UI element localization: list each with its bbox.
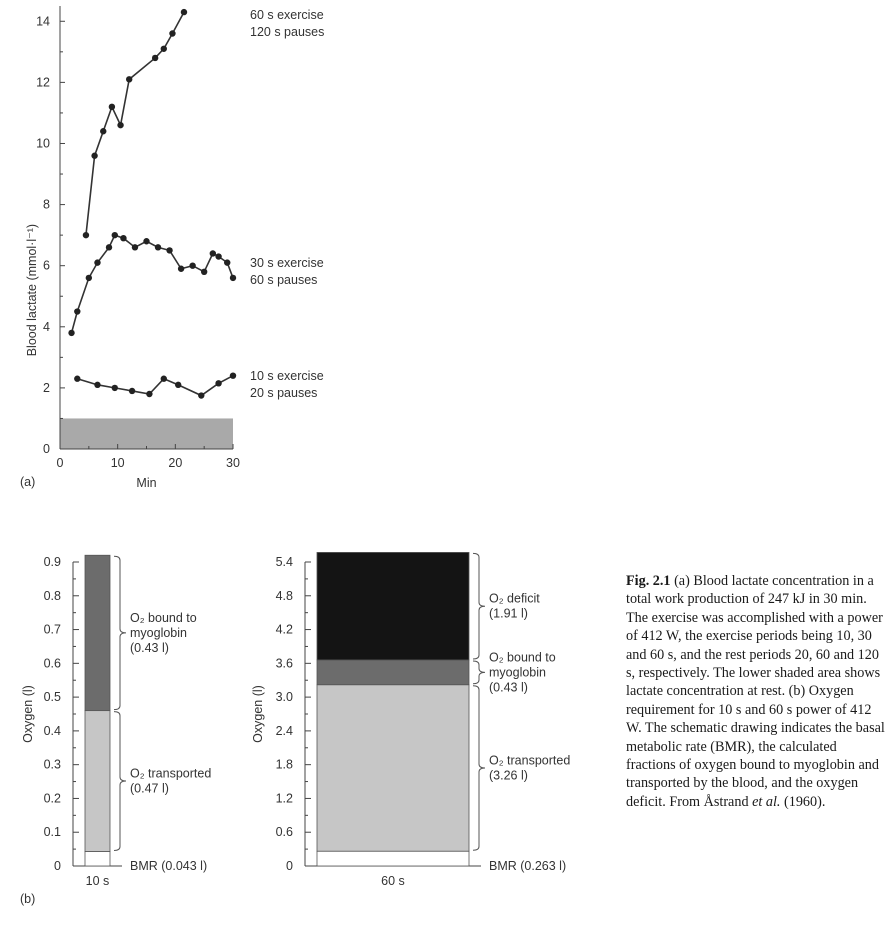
stack-segment <box>85 851 110 866</box>
series-line-2 <box>72 235 233 333</box>
panel-b-60s-y-tick-label: 5.4 <box>275 555 293 569</box>
data-point <box>175 382 181 388</box>
panel-a-x-tick-label: 20 <box>168 456 183 470</box>
caption-et-al: et al. <box>752 793 781 810</box>
data-point <box>112 232 118 238</box>
data-point <box>74 308 80 314</box>
data-point <box>215 380 221 386</box>
segment-label: (0.47 l) <box>130 781 169 796</box>
caption-year: (1960). <box>780 793 826 810</box>
series-label: 60 s exercise <box>250 8 324 22</box>
rest-lactate-band <box>60 418 233 449</box>
segment-label: O₂ bound to <box>130 610 197 625</box>
panel-a-y-axis-label: Blood lactate (mmol·l⁻¹) <box>25 223 39 357</box>
data-point <box>155 244 161 250</box>
panel-b-10s-y-tick-label: 0.9 <box>43 555 61 569</box>
panel-b-10s-category-label: 10 s <box>85 874 110 888</box>
data-point <box>132 244 138 250</box>
panel-a-y-tick-label: 12 <box>36 75 50 90</box>
data-point <box>198 392 204 398</box>
panel-b-60s-y-tick-label: 4.8 <box>275 588 293 603</box>
segment-label: (3.26 l) <box>489 768 528 783</box>
panel-b-60s-y-tick-label: 3.0 <box>275 690 293 705</box>
data-point <box>230 372 236 378</box>
segment-label: (1.91 l) <box>489 606 528 621</box>
data-point <box>68 330 74 336</box>
data-point <box>86 275 92 281</box>
panel-b-10s-y-tick-label: 0.7 <box>43 622 61 637</box>
panel-b-60s-y-tick-label: 4.2 <box>275 622 293 637</box>
panel-a-y-tick-label: 6 <box>43 258 50 273</box>
data-point <box>83 232 89 238</box>
data-point <box>210 250 216 256</box>
segment-brace <box>114 712 126 851</box>
segment-label: BMR (0.043 l) <box>130 859 208 873</box>
panel-b-10s-y-tick-label: 0.2 <box>43 791 61 806</box>
data-point <box>224 259 230 265</box>
panel-b-10s-y-tick-label: 0.6 <box>43 656 61 671</box>
segment-label: myoglobin <box>489 665 546 680</box>
segment-label: O₂ bound to <box>489 650 556 665</box>
stack-segment <box>85 555 110 710</box>
series-label: 60 s pauses <box>250 273 318 287</box>
panel-b-10s-y-tick-label: 0.3 <box>43 757 61 772</box>
data-point <box>161 376 167 382</box>
panel-b-10s-y-axis-label: Oxygen (l) <box>21 685 35 743</box>
panel-b-60s-y-tick-label: 1.2 <box>275 791 293 806</box>
panel-a-x-tick-label: 0 <box>56 456 64 470</box>
segment-label: myoglobin <box>130 625 187 640</box>
segment-brace <box>114 556 126 709</box>
panel-b-60s-y-tick-label: 1.8 <box>275 757 293 772</box>
data-point <box>169 30 175 36</box>
data-point <box>112 385 118 391</box>
panel-b-10s-y-tick-label: 0.8 <box>43 588 61 603</box>
panel-b-10s-y-tick-label: 0 <box>54 859 61 873</box>
segment-label: (0.43 l) <box>130 640 169 655</box>
data-point <box>152 55 158 61</box>
data-point <box>129 388 135 394</box>
data-point <box>201 269 207 275</box>
caption-text: (a) Blood lactate concentration in a total work production of 247 kJ in 30 min. The exercise was accomplished with a power of 412 W, the exercise periods being 10, 30 and 60 s, and the rest periods 20, 60 and 120 s, respectively. The lower shaded area shows lactate concentration at rest. (b) Oxygen requirement for 10 s and 60 s power of 412 W. The schematic drawing indicates the basal metabolic rate (BMR), the calculated fractions of oxygen bound to myoglobin and transported by the blood, and the oxygen deficit. From Åstrand <box>626 573 885 810</box>
panel-b-60s-y-axis-label: Oxygen (l) <box>251 685 265 743</box>
panel-b-10s-y-tick-label: 0.4 <box>43 723 61 738</box>
data-point <box>74 376 80 382</box>
segment-label: O₂ deficit <box>489 591 540 606</box>
panel-a-x-tick-label: 10 <box>110 456 125 470</box>
data-point <box>120 235 126 241</box>
panel-a-y-tick-label: 10 <box>36 136 50 151</box>
segment-label: (0.43 l) <box>489 680 528 695</box>
panel-b-label: (b) <box>20 892 36 906</box>
data-point <box>230 275 236 281</box>
figure-label: Fig. 2.1 <box>626 573 671 589</box>
panel-a-y-tick-label: 14 <box>36 14 50 29</box>
data-point <box>181 9 187 15</box>
data-point <box>178 266 184 272</box>
data-point <box>94 259 100 265</box>
stack-segment <box>317 851 469 866</box>
series-label: 30 s exercise <box>250 256 324 270</box>
data-point <box>146 391 152 397</box>
panel-b-10s-y-tick-label: 0.1 <box>43 825 61 840</box>
data-point <box>215 253 221 259</box>
data-point <box>189 262 195 268</box>
panel-a-label: (a) <box>20 475 36 489</box>
panel-a-y-tick-label: 8 <box>43 197 50 212</box>
data-point <box>91 153 97 159</box>
segment-brace <box>473 553 485 659</box>
series-line-3 <box>77 376 233 396</box>
stack-segment <box>317 685 469 851</box>
data-point <box>117 122 123 128</box>
data-point <box>100 128 106 134</box>
segment-label: O₂ transported <box>130 766 212 781</box>
stack-segment <box>317 660 469 685</box>
panel-a-y-tick-label: 2 <box>43 380 50 395</box>
panel-b-60s-y-tick-label: 2.4 <box>275 723 293 738</box>
data-point <box>126 76 132 82</box>
stack-segment <box>317 552 469 660</box>
data-point <box>106 244 112 250</box>
panel-b-60s-y-tick-label: 0.6 <box>275 825 293 840</box>
panel-a-y-tick-label: 0 <box>43 442 50 456</box>
series-line-1 <box>86 12 184 235</box>
panel-a-y-tick-label: 4 <box>43 319 50 334</box>
panel-b-10s-y-tick-label: 0.5 <box>43 690 61 705</box>
panel-b-60s-y-tick-label: 3.6 <box>275 656 293 671</box>
segment-brace <box>473 661 485 684</box>
data-point <box>94 382 100 388</box>
stack-segment <box>85 711 110 852</box>
figure-caption <box>626 572 888 811</box>
panel-b-60s-category-label: 60 s <box>381 874 405 888</box>
series-label: 20 s pauses <box>250 386 318 400</box>
segment-label: O₂ transported <box>489 753 571 768</box>
data-point <box>166 247 172 253</box>
panel-a-x-axis-label: Min <box>136 476 157 490</box>
panel-b-60s-y-tick-label: 0 <box>286 859 293 873</box>
data-point <box>143 238 149 244</box>
segment-brace <box>473 686 485 850</box>
segment-label: BMR (0.263 l) <box>489 859 567 873</box>
series-label: 10 s exercise <box>250 369 324 383</box>
data-point <box>109 104 115 110</box>
series-label: 120 s pauses <box>250 25 325 39</box>
data-point <box>161 46 167 52</box>
panel-a-x-tick-label: 30 <box>226 456 240 470</box>
